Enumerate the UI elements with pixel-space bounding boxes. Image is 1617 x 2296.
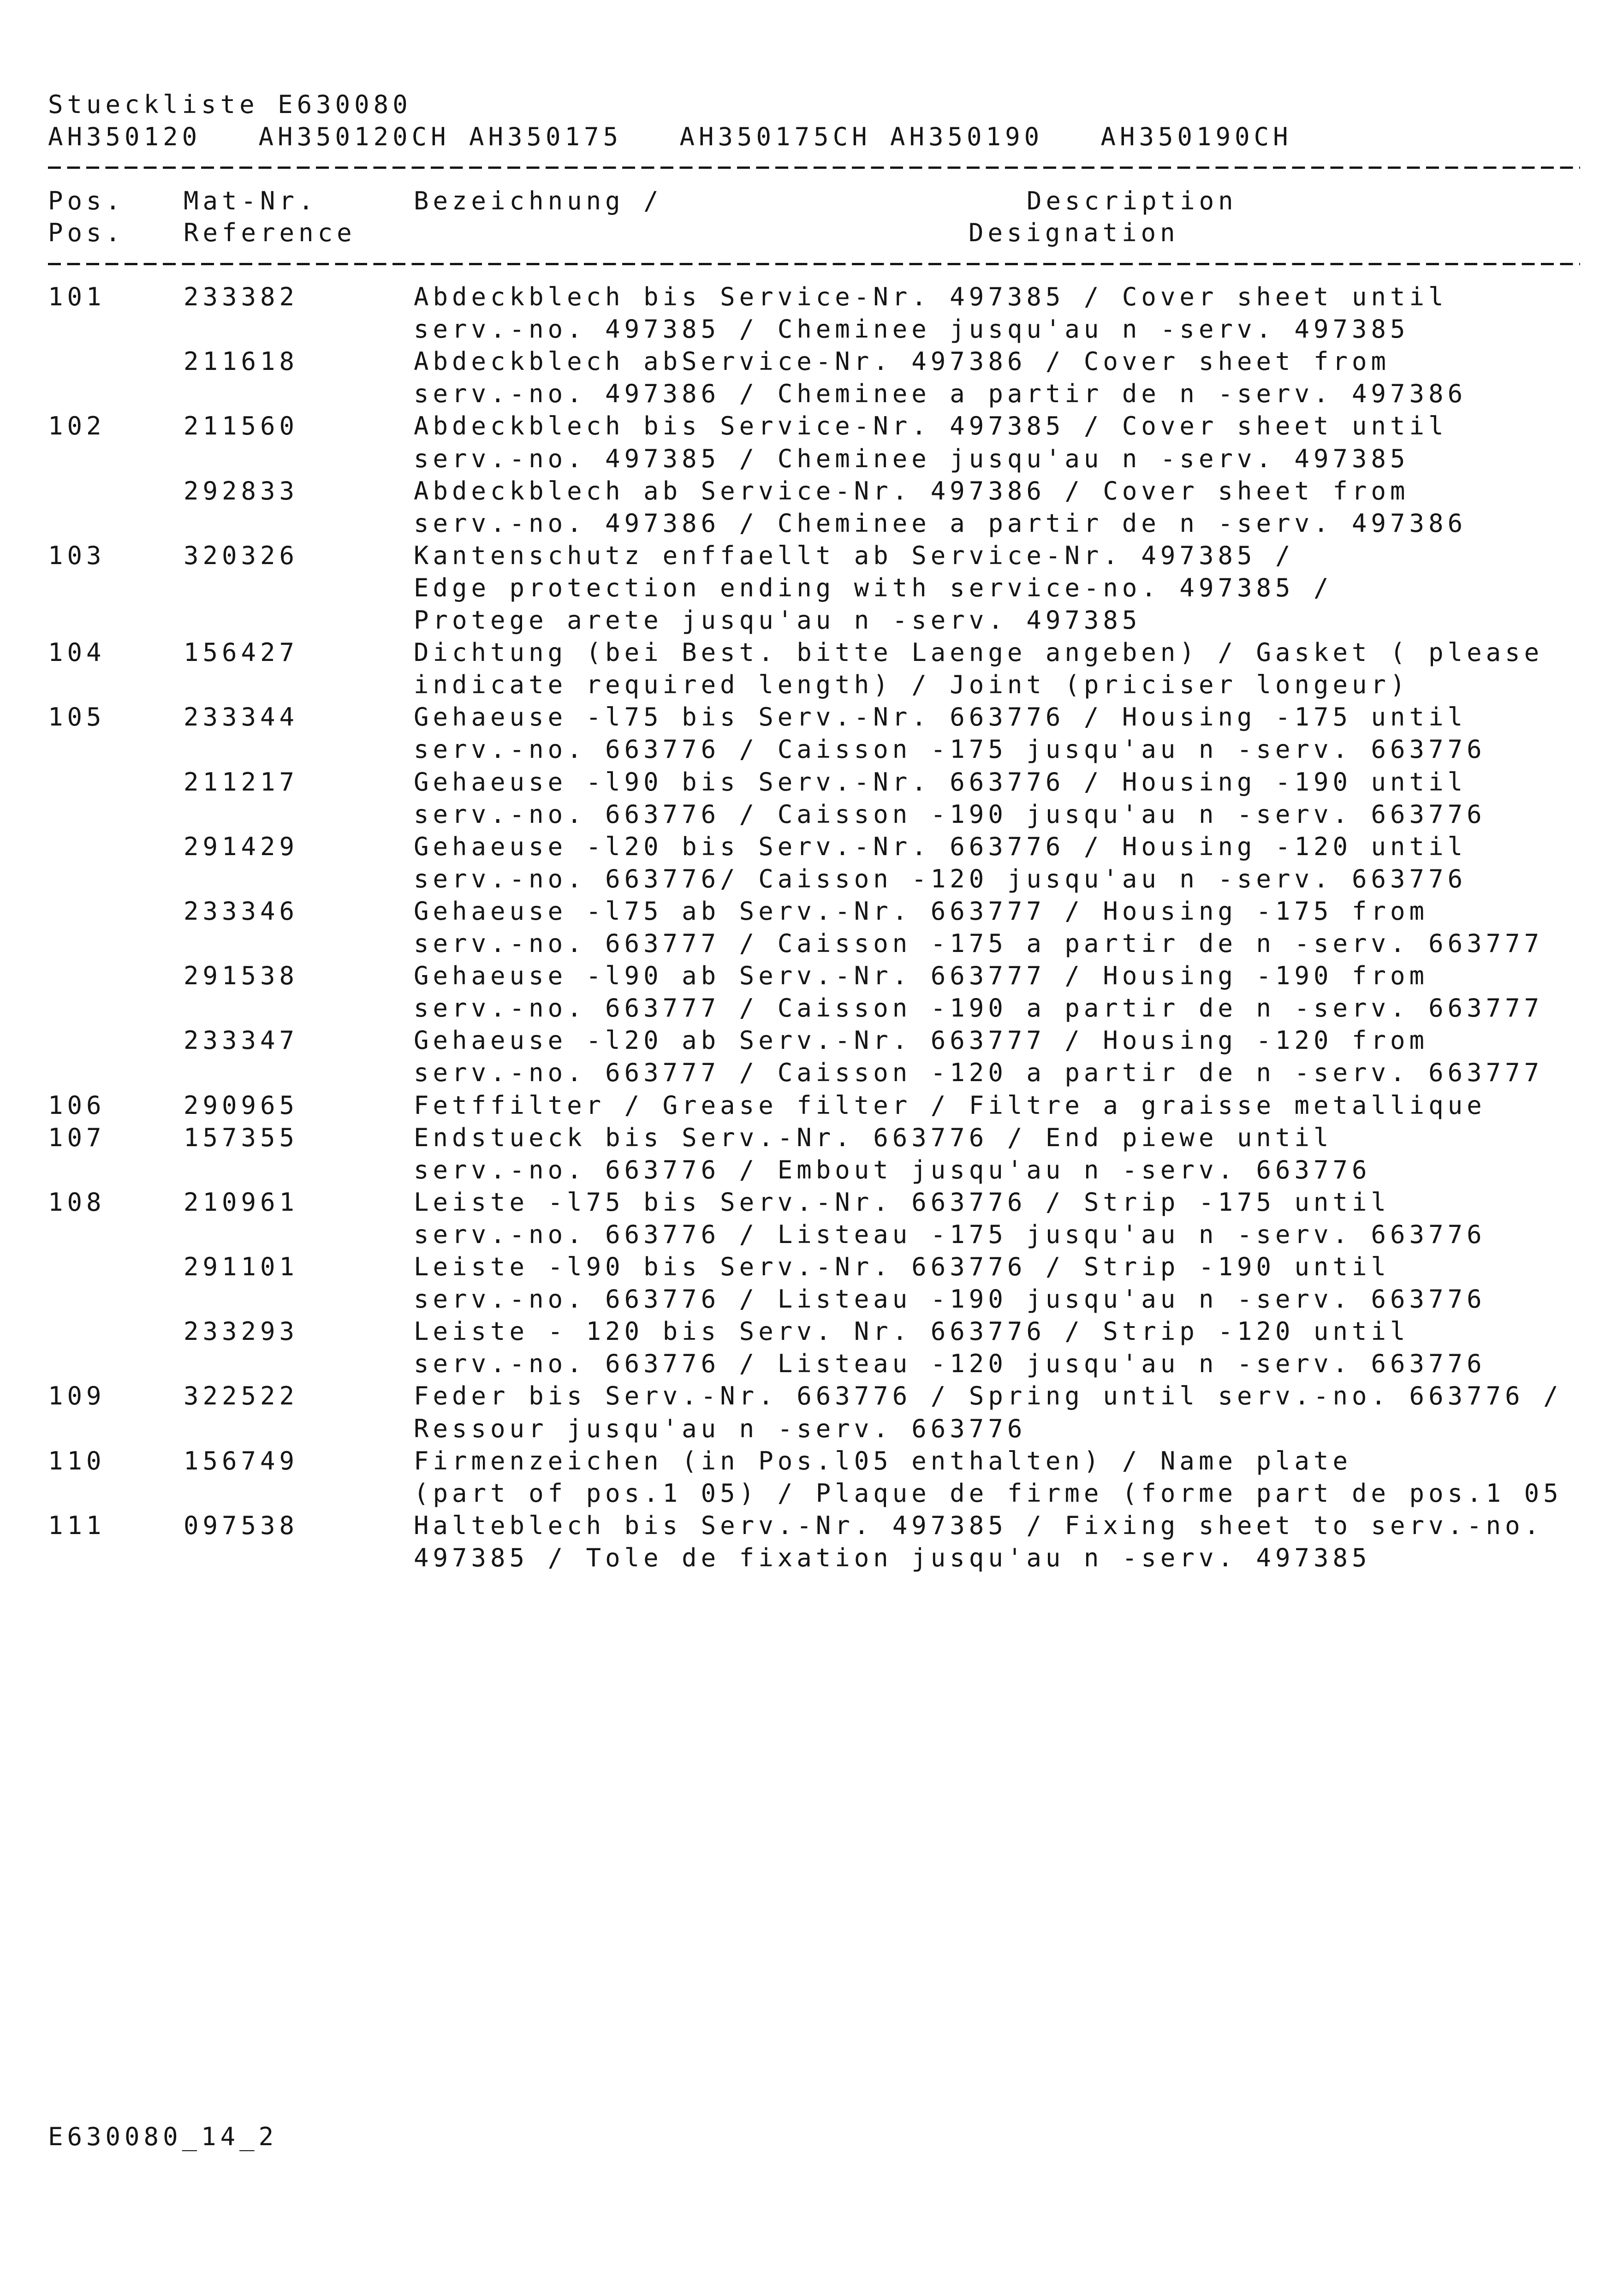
table-row bbox=[0, 636, 1617, 669]
description-text: Abdeckblech bis Service-Nr. 497385 / Cover sheet until bbox=[414, 282, 1448, 311]
material-number: 291429 bbox=[184, 832, 299, 861]
description-text: Gehaeuse -l75 ab Serv.-Nr. 663777 / Housing -175 from bbox=[414, 896, 1429, 926]
material-number: 233346 bbox=[184, 896, 299, 926]
table-row-continuation bbox=[0, 1477, 1617, 1510]
position-number: 102 bbox=[48, 411, 106, 441]
model-code: AH350190CH bbox=[1100, 122, 1292, 151]
column-header-description: Description bbox=[1027, 186, 1237, 215]
description-text: Gehaeuse -l90 ab Serv.-Nr. 663777 / Housing -190 from bbox=[414, 961, 1429, 991]
position-number: 107 bbox=[48, 1123, 106, 1152]
material-number: 292833 bbox=[184, 476, 299, 506]
description-text: Halteblech bis Serv.-Nr. 497385 / Fixing sheet to serv.-no. bbox=[414, 1511, 1544, 1540]
table-row-continuation bbox=[0, 669, 1617, 701]
table-row-continuation bbox=[0, 1542, 1617, 1574]
description-text: Abdeckblech abService-Nr. 497386 / Cover sheet from bbox=[414, 347, 1391, 376]
table-row bbox=[0, 701, 1617, 733]
table-row bbox=[0, 1510, 1617, 1542]
table-row bbox=[0, 1089, 1617, 1122]
position-number: 104 bbox=[48, 638, 106, 667]
description-text: Gehaeuse -l90 bis Serv.-Nr. 663776 / Housing -190 until bbox=[414, 767, 1467, 797]
table-row-continuation bbox=[0, 798, 1617, 831]
position-number: 101 bbox=[48, 282, 106, 311]
header-divider-bottom bbox=[48, 263, 1580, 265]
material-number: 291538 bbox=[184, 961, 299, 991]
table-row-continuation bbox=[0, 992, 1617, 1024]
column-header-pos-fr: Pos. bbox=[48, 218, 125, 247]
table-row-continuation bbox=[0, 863, 1617, 895]
document-id-footer: E630080_14_2 bbox=[48, 2122, 278, 2151]
material-number: 291101 bbox=[184, 1252, 299, 1281]
column-header-row-2 bbox=[0, 217, 1617, 249]
model-code: AH350120 bbox=[48, 122, 202, 151]
description-text: Ressour jusqu'au n -serv. 663776 bbox=[414, 1414, 1027, 1443]
table-row bbox=[0, 895, 1617, 928]
material-number: 322522 bbox=[184, 1381, 299, 1411]
description-text: serv.-no. 497385 / Cheminee jusqu'au n -serv. 497385 bbox=[414, 444, 1409, 473]
table-row-continuation bbox=[0, 1413, 1617, 1445]
table-row-continuation bbox=[0, 572, 1617, 604]
material-number: 210961 bbox=[184, 1187, 299, 1217]
description-text: serv.-no. 497386 / Cheminee a partir de n -serv. 497386 bbox=[414, 508, 1467, 538]
description-text: serv.-no. 663776 / Caisson -175 jusqu'au n -serv. 663776 bbox=[414, 735, 1486, 764]
model-list bbox=[0, 121, 1617, 153]
column-header-row-1 bbox=[0, 185, 1617, 217]
footer-line bbox=[0, 2121, 1617, 2153]
material-number: 157355 bbox=[184, 1123, 299, 1152]
description-text: Fetffilter / Grease filter / Filtre a graisse metallique bbox=[414, 1090, 1486, 1120]
table-row-continuation bbox=[0, 378, 1617, 410]
description-text: Leiste -l75 bis Serv.-Nr. 663776 / Strip -175 until bbox=[414, 1187, 1391, 1217]
description-text: Feder bis Serv.-Nr. 663776 / Spring until serv.-no. 663776 / bbox=[414, 1381, 1563, 1411]
position-number: 103 bbox=[48, 541, 106, 570]
table-row bbox=[0, 1380, 1617, 1412]
description-text: Leiste - 120 bis Serv. Nr. 663776 / Strip -120 until bbox=[414, 1317, 1409, 1346]
material-number: 320326 bbox=[184, 541, 299, 570]
table-row-continuation bbox=[0, 1348, 1617, 1380]
material-number: 233344 bbox=[184, 702, 299, 732]
description-text: Dichtung (bei Best. bitte Laenge angeben) / Gasket ( please bbox=[414, 638, 1544, 667]
position-number: 111 bbox=[48, 1511, 106, 1540]
table-row bbox=[0, 1251, 1617, 1283]
model-code: AH350190 bbox=[890, 122, 1044, 151]
description-text: indicate required length) / Joint (priciser longeur) bbox=[414, 670, 1409, 700]
description-text: serv.-no. 663776 / Listeau -175 jusqu'au n -serv. 663776 bbox=[414, 1219, 1486, 1249]
description-text: Kantenschutz enffaellt ab Service-Nr. 497385 / bbox=[414, 541, 1295, 570]
description-text: Firmenzeichen (in Pos.l05 enthalten) / Name plate bbox=[414, 1446, 1352, 1475]
column-header-reference: Reference bbox=[184, 218, 356, 247]
table-row bbox=[0, 345, 1617, 378]
table-row bbox=[0, 1445, 1617, 1477]
table-row-continuation bbox=[0, 507, 1617, 540]
header-divider-top bbox=[48, 167, 1580, 169]
description-text: 497385 / Tole de fixation jusqu'au n -serv. 497385 bbox=[414, 1543, 1371, 1572]
table-row-continuation bbox=[0, 1057, 1617, 1089]
table-row-continuation bbox=[0, 1154, 1617, 1186]
table-row bbox=[0, 410, 1617, 442]
material-number: 233293 bbox=[184, 1317, 299, 1346]
position-number: 106 bbox=[48, 1090, 106, 1120]
table-row bbox=[0, 1024, 1617, 1057]
model-code: AH350120CH bbox=[258, 122, 450, 151]
position-number: 108 bbox=[48, 1187, 106, 1217]
description-text: (part of pos.1 05) / Plaque de firme (forme part de pos.1 05 bbox=[414, 1478, 1563, 1508]
description-text: Abdeckblech ab Service-Nr. 497386 / Cover sheet from bbox=[414, 476, 1409, 506]
description-text: serv.-no. 663776 / Caisson -190 jusqu'au n -serv. 663776 bbox=[414, 799, 1486, 829]
table-row-continuation bbox=[0, 604, 1617, 636]
description-text: serv.-no. 497386 / Cheminee a partir de n -serv. 497386 bbox=[414, 379, 1467, 409]
description-text: Edge protection ending with service-no. 497385 / bbox=[414, 573, 1333, 602]
position-number: 105 bbox=[48, 702, 106, 732]
table-row-continuation bbox=[0, 443, 1617, 475]
table-row bbox=[0, 766, 1617, 798]
description-text: serv.-no. 663776/ Caisson -120 jusqu'au n -serv. 663776 bbox=[414, 864, 1467, 893]
table-row-continuation bbox=[0, 1219, 1617, 1251]
material-number: 097538 bbox=[184, 1511, 299, 1540]
material-number: 211217 bbox=[184, 767, 299, 797]
column-header-designation: Designation bbox=[969, 218, 1179, 247]
material-number: 290965 bbox=[184, 1090, 299, 1120]
description-text: serv.-no. 663776 / Embout jusqu'au n -serv. 663776 bbox=[414, 1155, 1371, 1184]
table-row bbox=[0, 281, 1617, 313]
material-number: 211560 bbox=[184, 411, 299, 441]
description-text: Abdeckblech bis Service-Nr. 497385 / Cover sheet until bbox=[414, 411, 1448, 441]
column-header-bezeichnung: Bezeichnung / bbox=[414, 186, 663, 215]
position-number: 109 bbox=[48, 1381, 106, 1411]
column-header-pos: Pos. bbox=[48, 186, 125, 215]
description-text: Gehaeuse -l20 bis Serv.-Nr. 663776 / Housing -120 until bbox=[414, 832, 1467, 861]
table-row-continuation bbox=[0, 313, 1617, 345]
material-number: 156427 bbox=[184, 638, 299, 667]
description-text: serv.-no. 663777 / Caisson -120 a partir de n -serv. 663777 bbox=[414, 1058, 1544, 1088]
material-number: 233347 bbox=[184, 1026, 299, 1055]
table-row bbox=[0, 960, 1617, 992]
table-row bbox=[0, 1186, 1617, 1219]
table-row bbox=[0, 1315, 1617, 1348]
table-row bbox=[0, 831, 1617, 863]
material-number: 156749 bbox=[184, 1446, 299, 1475]
description-text: Gehaeuse -l75 bis Serv.-Nr. 663776 / Housing -175 until bbox=[414, 702, 1467, 732]
description-text: serv.-no. 663777 / Caisson -190 a partir de n -serv. 663777 bbox=[414, 993, 1544, 1023]
description-text: serv.-no. 497385 / Cheminee jusqu'au n -serv. 497385 bbox=[414, 315, 1409, 344]
column-header-mat-nr: Mat-Nr. bbox=[184, 186, 318, 215]
document-title-line bbox=[0, 89, 1617, 121]
parts-list-table bbox=[0, 281, 1617, 1577]
description-text: Endstueck bis Serv.-Nr. 663776 / End piewe until bbox=[414, 1123, 1333, 1152]
table-row bbox=[0, 540, 1617, 572]
description-text: serv.-no. 663776 / Listeau -190 jusqu'au n -serv. 663776 bbox=[414, 1285, 1486, 1314]
description-text: serv.-no. 663776 / Listeau -120 jusqu'au n -serv. 663776 bbox=[414, 1349, 1486, 1379]
description-text: Leiste -l90 bis Serv.-Nr. 663776 / Strip -190 until bbox=[414, 1252, 1391, 1281]
description-text: Protege arete jusqu'au n -serv. 497385 bbox=[414, 606, 1141, 635]
material-number: 211618 bbox=[184, 347, 299, 376]
model-code: AH350175CH bbox=[679, 122, 871, 151]
table-row bbox=[0, 475, 1617, 507]
description-text: Gehaeuse -l20 ab Serv.-Nr. 663777 / Housing -120 from bbox=[414, 1026, 1429, 1055]
material-number: 233382 bbox=[184, 282, 299, 311]
description-text: serv.-no. 663777 / Caisson -175 a partir de n -serv. 663777 bbox=[414, 929, 1544, 958]
position-number: 110 bbox=[48, 1446, 106, 1475]
table-row-continuation bbox=[0, 928, 1617, 960]
table-row-continuation bbox=[0, 1283, 1617, 1315]
table-row bbox=[0, 1122, 1617, 1154]
document-title: Stueckliste E630080 bbox=[48, 90, 412, 119]
table-row-continuation bbox=[0, 733, 1617, 766]
model-code: AH350175 bbox=[469, 122, 623, 151]
